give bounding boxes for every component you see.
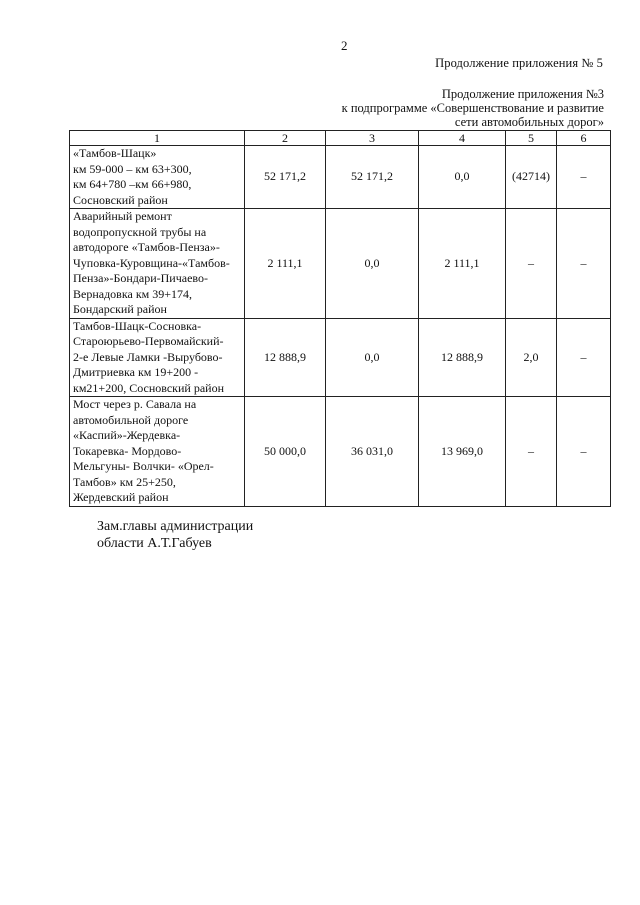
value-cell-5: – bbox=[506, 397, 557, 507]
table-row bbox=[70, 318, 611, 397]
value-cell-6: – bbox=[557, 318, 611, 397]
signature-name: области А.Т.Габуев bbox=[97, 536, 212, 551]
object-name-cell: Мост через р. Савала на автомобильной дороге «Каспий»-Жердевка- Токаревка- Мордово- Мельгуны- Волчки- «Орел- Тамбов» км 25+250, Жердевский район bbox=[70, 397, 245, 507]
value-cell-2: 50 000,0 bbox=[245, 397, 326, 507]
column-header-3: 3 bbox=[326, 131, 419, 146]
table-header-row bbox=[70, 131, 611, 146]
signature-position: Зам.главы администрации bbox=[97, 519, 254, 534]
value-cell-5: – bbox=[506, 209, 557, 319]
appendix-header-line-2: к подпрограмме «Совершенствование и развитие bbox=[341, 101, 604, 115]
appendix-header-line-1: Продолжение приложения №3 bbox=[441, 87, 604, 101]
object-name-cell: «Тамбов-Шацк» км 59-000 – км 63+300, км 64+780 –км 66+980, Сосновский район bbox=[70, 146, 245, 209]
value-cell-4: 13 969,0 bbox=[419, 397, 506, 507]
value-cell-4: 0,0 bbox=[419, 146, 506, 209]
page-number: 2 bbox=[341, 38, 348, 53]
object-name-cell: Тамбов-Шацк-Сосновка- Староюрьево-Первомайский- 2-е Левые Ламки -Вырубово- Дмитриевка км 19+200 - км21+200, Сосновский район bbox=[70, 318, 245, 397]
value-cell-2: 12 888,9 bbox=[245, 318, 326, 397]
continuation-title: Продолжение приложения № 5 bbox=[435, 56, 603, 70]
column-header-4: 4 bbox=[419, 131, 506, 146]
value-cell-5: (42714) bbox=[506, 146, 557, 209]
column-header-6: 6 bbox=[557, 131, 611, 146]
value-cell-6: – bbox=[557, 397, 611, 507]
object-name-cell: Аварийный ремонт водопропускной трубы на автодороге «Тамбов-Пенза»- Чуповка-Куровщина-«Тамбов- Пенза»-Бондари-Пичаево- Вернадовка км 39+174, Бондарский район bbox=[70, 209, 245, 319]
value-cell-6: – bbox=[557, 146, 611, 209]
signature-block bbox=[97, 518, 253, 552]
table-row bbox=[70, 209, 611, 319]
appendix-header-line-3: сети автомобильных дорог» bbox=[454, 115, 604, 129]
appendix-header bbox=[284, 87, 604, 129]
road-works-table bbox=[69, 130, 611, 507]
value-cell-4: 2 111,1 bbox=[419, 209, 506, 319]
value-cell-5: 2,0 bbox=[506, 318, 557, 397]
value-cell-3: 52 171,2 bbox=[326, 146, 419, 209]
table-row bbox=[70, 146, 611, 209]
value-cell-3: 36 031,0 bbox=[326, 397, 419, 507]
column-header-2: 2 bbox=[245, 131, 326, 146]
value-cell-3: 0,0 bbox=[326, 318, 419, 397]
column-header-1: 1 bbox=[70, 131, 245, 146]
value-cell-4: 12 888,9 bbox=[419, 318, 506, 397]
table-row bbox=[70, 397, 611, 507]
value-cell-6: – bbox=[557, 209, 611, 319]
value-cell-2: 2 111,1 bbox=[245, 209, 326, 319]
value-cell-3: 0,0 bbox=[326, 209, 419, 319]
value-cell-2: 52 171,2 bbox=[245, 146, 326, 209]
column-header-5: 5 bbox=[506, 131, 557, 146]
